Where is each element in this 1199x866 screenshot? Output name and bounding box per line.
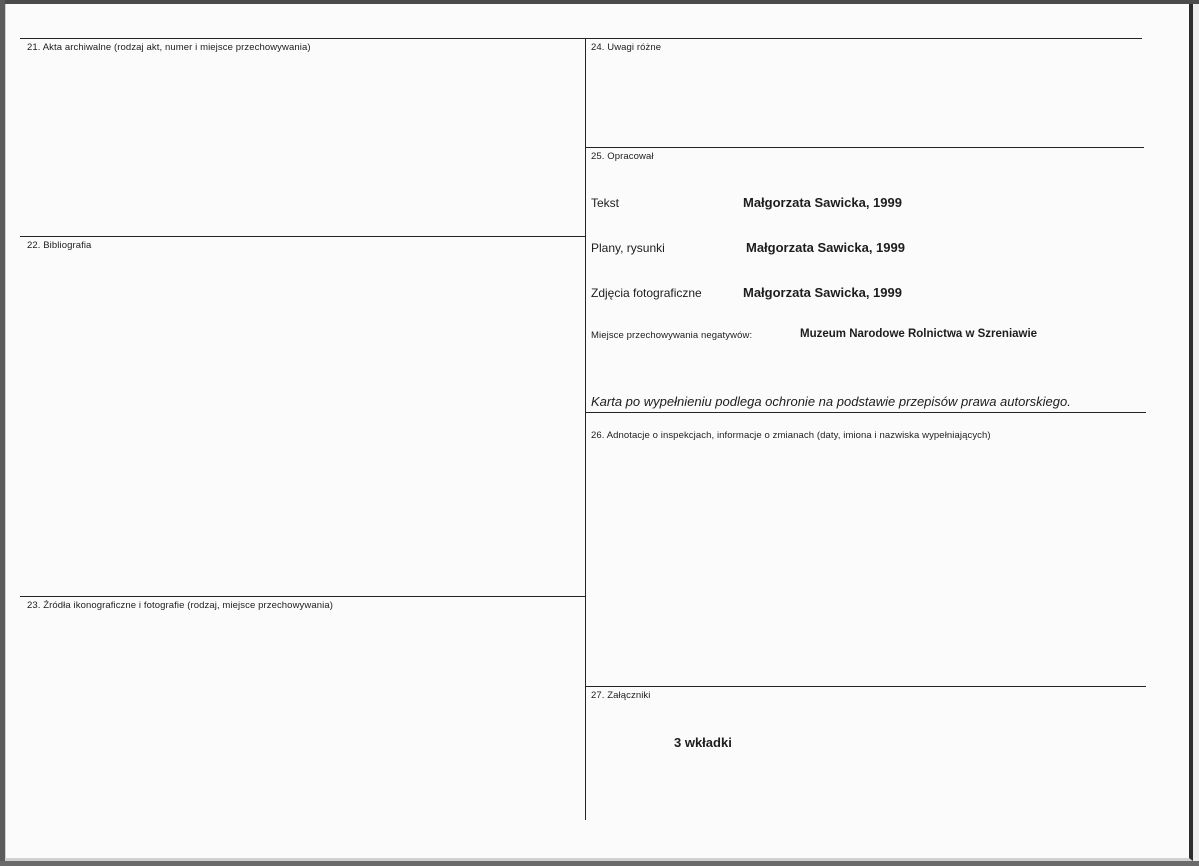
left-top-rule: [20, 38, 586, 39]
photos-author-value: Małgorzata Sawicka, 1999: [743, 285, 902, 300]
inspection-notes-label: 26. Adnotacje o inspekcjach, informacje o zmianach (daty, imiona i nazwiska wypełniających): [591, 430, 991, 441]
copyright-rule: [586, 412, 1146, 413]
negatives-location-label: Miejsce przechowywania negatywów:: [591, 330, 753, 341]
bibliography-label: 22. Bibliografia: [27, 240, 92, 251]
attachments-rule: [586, 686, 1146, 687]
iconographic-sources-label: 23. Źródła ikonograficzne i fotografie (rodzaj, miejsce przechowywania): [27, 600, 333, 611]
scan-bottom-edge: [0, 861, 1199, 866]
text-author-label: Tekst: [591, 196, 620, 210]
plans-author-label: Plany, rysunki: [591, 241, 665, 255]
center-divider: [585, 38, 586, 820]
attachments-value: 3 wkładki: [674, 735, 732, 750]
negatives-location-value: Muzeum Narodowe Rolnictwa w Szreniawie: [800, 328, 1038, 340]
iconographic-rule: [20, 596, 586, 597]
right-top-rule: [586, 38, 1142, 39]
bibliography-rule: [20, 236, 586, 237]
photos-author-label: Zdjęcia fotograficzne: [591, 286, 702, 300]
prepared-by-rule: [586, 147, 1144, 148]
attachments-label: 27. Załączniki: [591, 690, 651, 701]
scan-top-edge: [0, 0, 1199, 4]
archival-records-label: 21. Akta archiwalne (rodzaj akt, numer i miejsce przechowywania): [27, 42, 311, 53]
text-author-value: Małgorzata Sawicka, 1999: [743, 195, 902, 210]
scan-left-edge: [0, 0, 5, 866]
copyright-note: Karta po wypełnieniu podlega ochronie na podstawie przepisów prawa autorskiego.: [591, 394, 1071, 409]
remarks-label: 24. Uwagi różne: [591, 42, 662, 53]
prepared-by-label: 25. Opracował: [591, 151, 654, 162]
plans-author-value: Małgorzata Sawicka, 1999: [746, 240, 905, 255]
